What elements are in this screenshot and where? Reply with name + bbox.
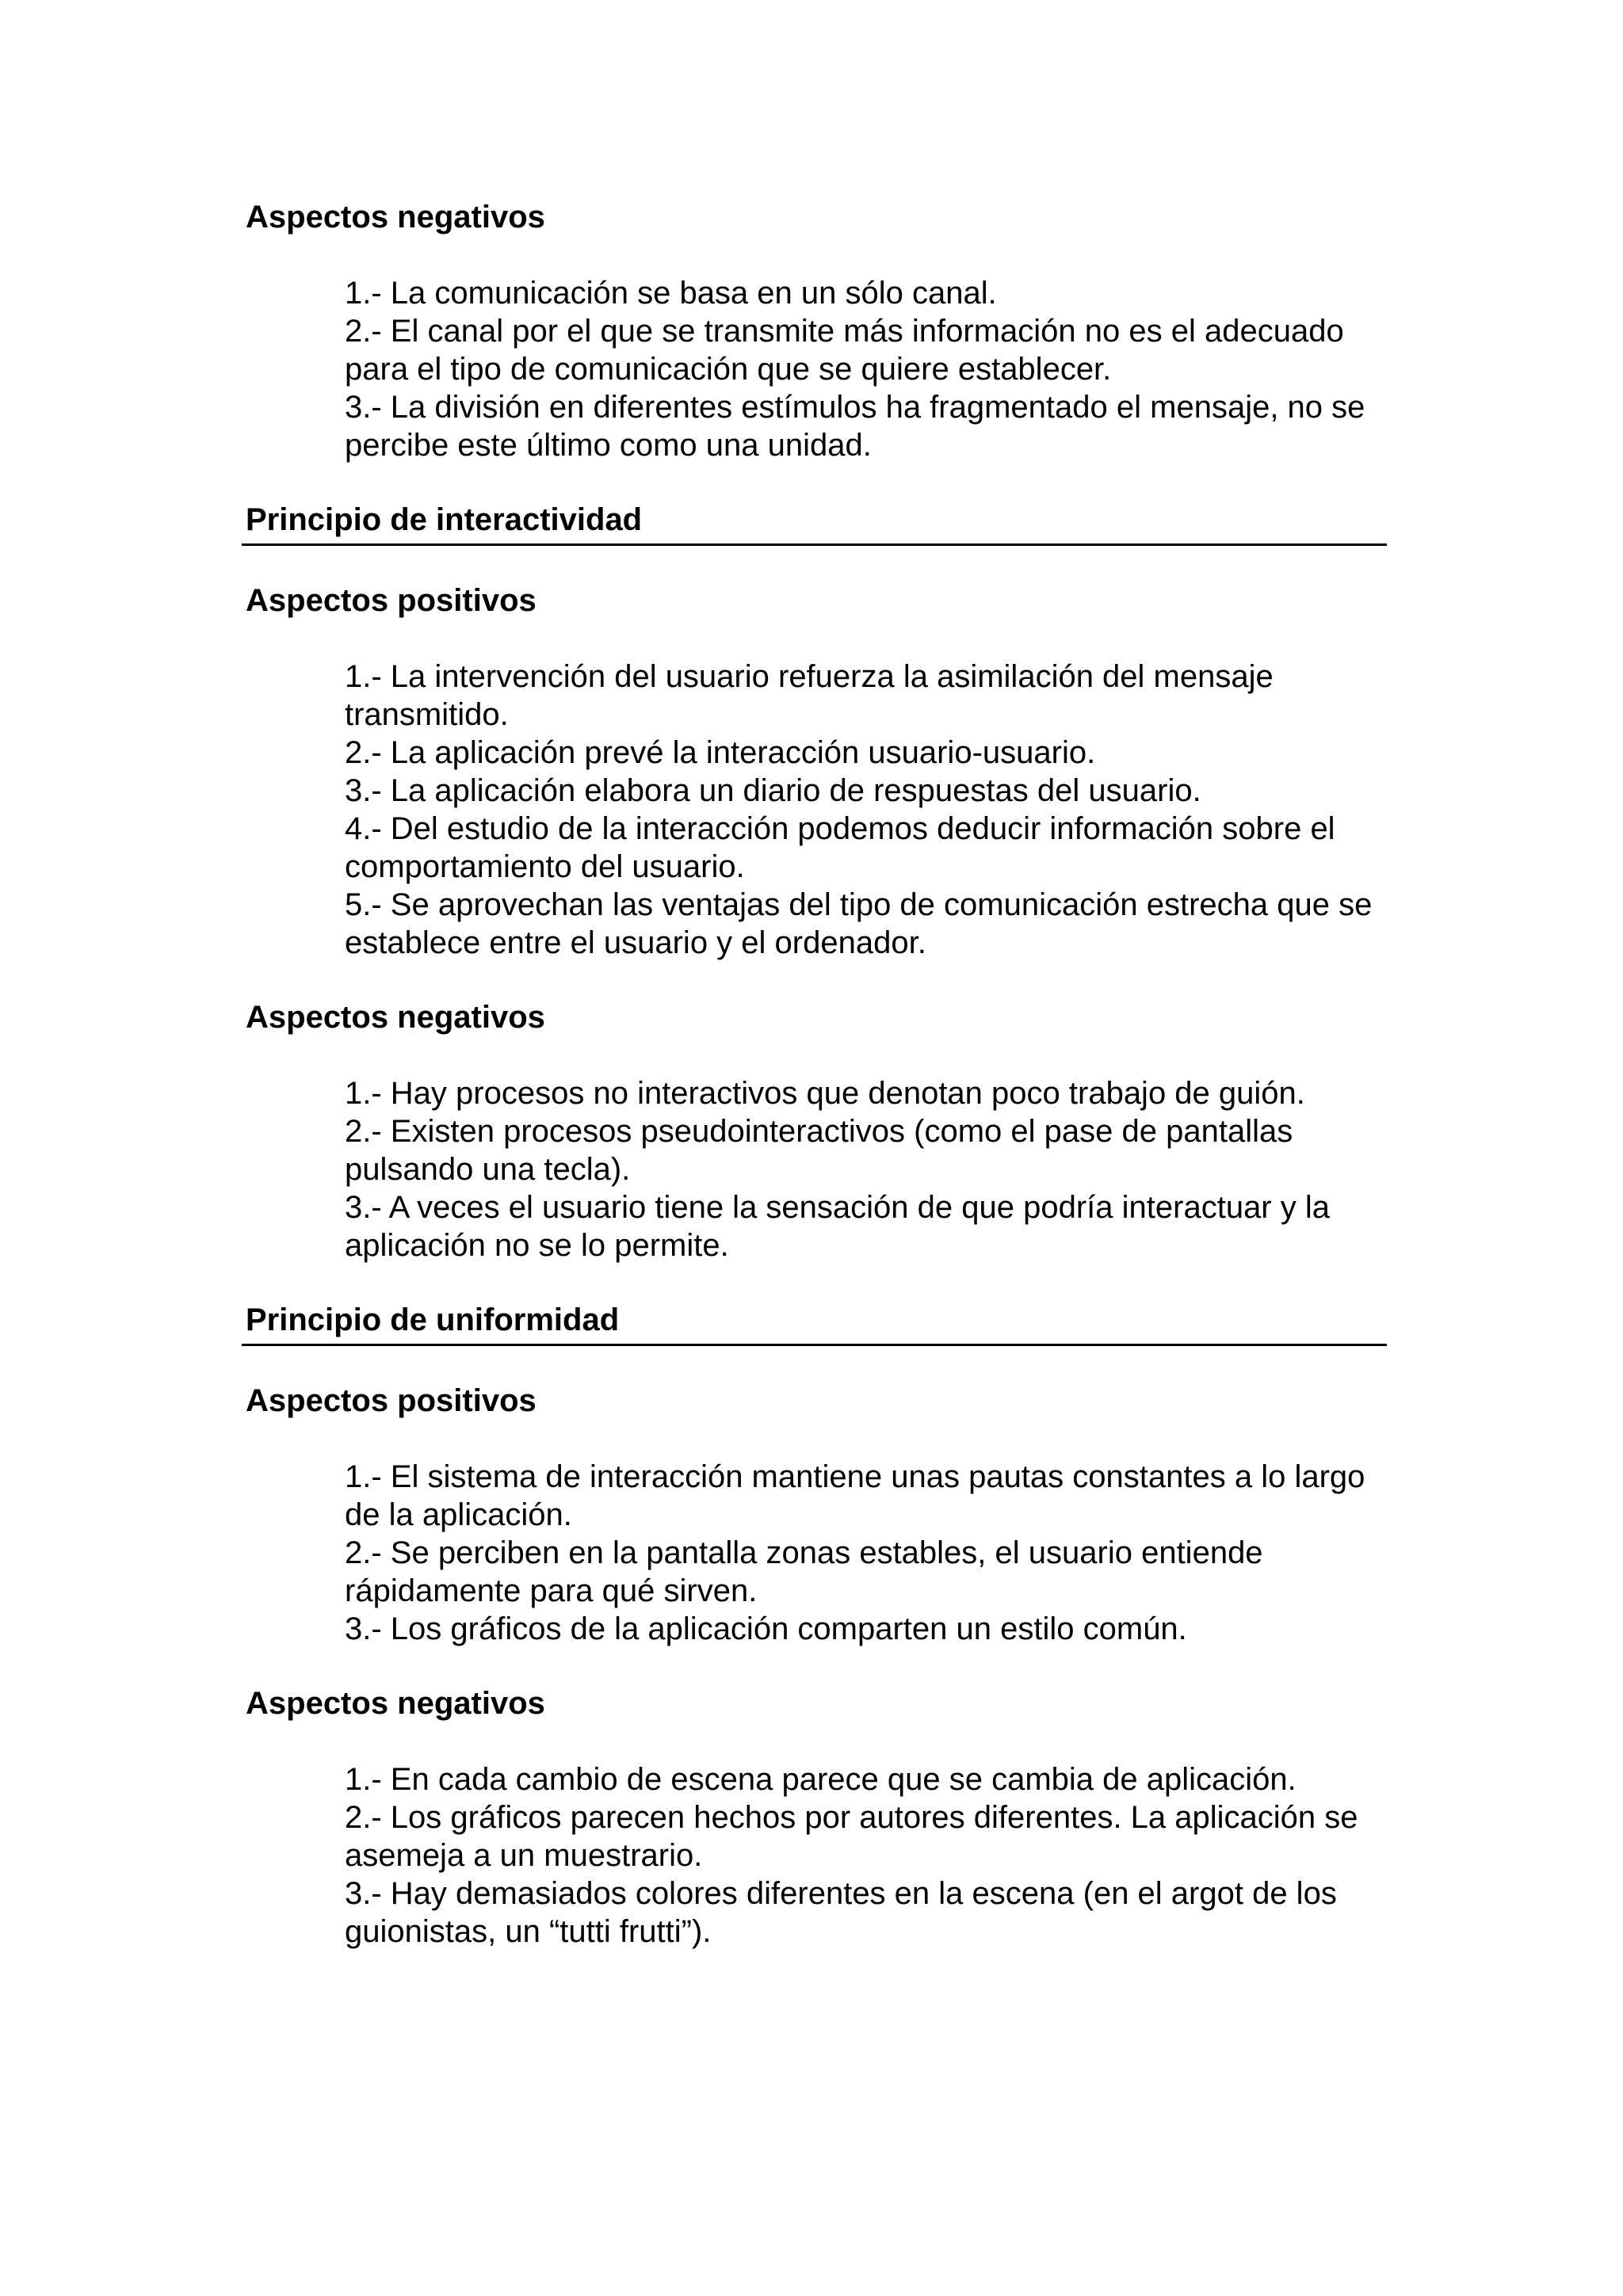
- inter-positive-list: [345, 658, 1391, 962]
- list-item: 1.- Hay procesos no interactivos que denotan poco trabajo de guión.: [345, 1076, 1305, 1111]
- list-item: 3.- La división en diferentes estímulos ha fragmentado el mensaje, no se percibe este último como una unidad.: [345, 390, 1365, 463]
- positive-aspects-heading: Aspectos positivos: [246, 583, 537, 618]
- negative-aspects-heading: Aspectos negativos: [246, 1000, 545, 1035]
- unif-positive-list: [345, 1458, 1391, 1648]
- list-item: 2.- Se perciben en la pantalla zonas estables, el usuario entiende rápidamente para qué sirven.: [345, 1535, 1263, 1608]
- unif-negative-list: [345, 1760, 1391, 1951]
- list-item: 1.- La intervención del usuario refuerza la asimilación del mensaje transmitido.: [345, 659, 1274, 732]
- list-item: 3.- Hay demasiados colores diferentes en la escena (en el argot de los guionistas, un “tutti frutti”).: [345, 1876, 1337, 1949]
- list-item: 2.- El canal por el que se transmite más información no es el adecuado para el tipo de comunicación que se quiere establecer.: [345, 314, 1344, 387]
- inter-positive-heading-block: [246, 582, 1387, 620]
- section-title-uniformidad: Principio de uniformidad: [242, 1301, 1387, 1346]
- interactividad-title-block: [246, 501, 1387, 546]
- negative-aspects-heading: Aspectos negativos: [246, 200, 545, 235]
- list-item: 2.- Existen procesos pseudointeractivos (como el pase de pantallas pulsando una tecla).: [345, 1114, 1293, 1187]
- s1-negative-list: [345, 274, 1391, 464]
- list-item: 4.- Del estudio de la interacción podemos deducir información sobre el comportamiento del usuario.: [345, 811, 1335, 884]
- list-item: 2.- La aplicación prevé la interacción usuario-usuario.: [345, 735, 1096, 770]
- list-item: 2.- Los gráficos parecen hechos por autores diferentes. La aplicación se asemeja a un muestrario.: [345, 1800, 1358, 1873]
- list-item: 1.- El sistema de interacción mantiene unas pautas constantes a lo largo de la aplicación.: [345, 1459, 1365, 1532]
- list-item: 1.- La comunicación se basa en un sólo canal.: [345, 276, 997, 311]
- list-item: 3.- A veces el usuario tiene la sensación de que podría interactuar y la aplicación no se lo permite.: [345, 1190, 1330, 1263]
- unif-negative-heading-block: [246, 1684, 1387, 1722]
- inter-negative-heading-block: [246, 998, 1387, 1036]
- positive-aspects-heading: Aspectos positivos: [246, 1383, 537, 1418]
- list-item: 1.- En cada cambio de escena parece que se cambia de aplicación.: [345, 1762, 1296, 1797]
- s1-negative-heading-block: [246, 198, 1387, 236]
- negative-aspects-heading: Aspectos negativos: [246, 1686, 545, 1721]
- section-title-interactividad: Principio de interactividad: [242, 501, 1387, 546]
- unif-positive-heading-block: [246, 1382, 1387, 1420]
- list-item: 3.- Los gráficos de la aplicación comparten un estilo común.: [345, 1611, 1187, 1646]
- list-item: 5.- Se aprovechan las ventajas del tipo de comunicación estrecha que se establece entre el usuario y el ordenador.: [345, 887, 1373, 960]
- list-item: 3.- La aplicación elabora un diario de respuestas del usuario.: [345, 773, 1201, 808]
- inter-negative-list: [345, 1074, 1391, 1264]
- uniformidad-title-block: [246, 1301, 1387, 1346]
